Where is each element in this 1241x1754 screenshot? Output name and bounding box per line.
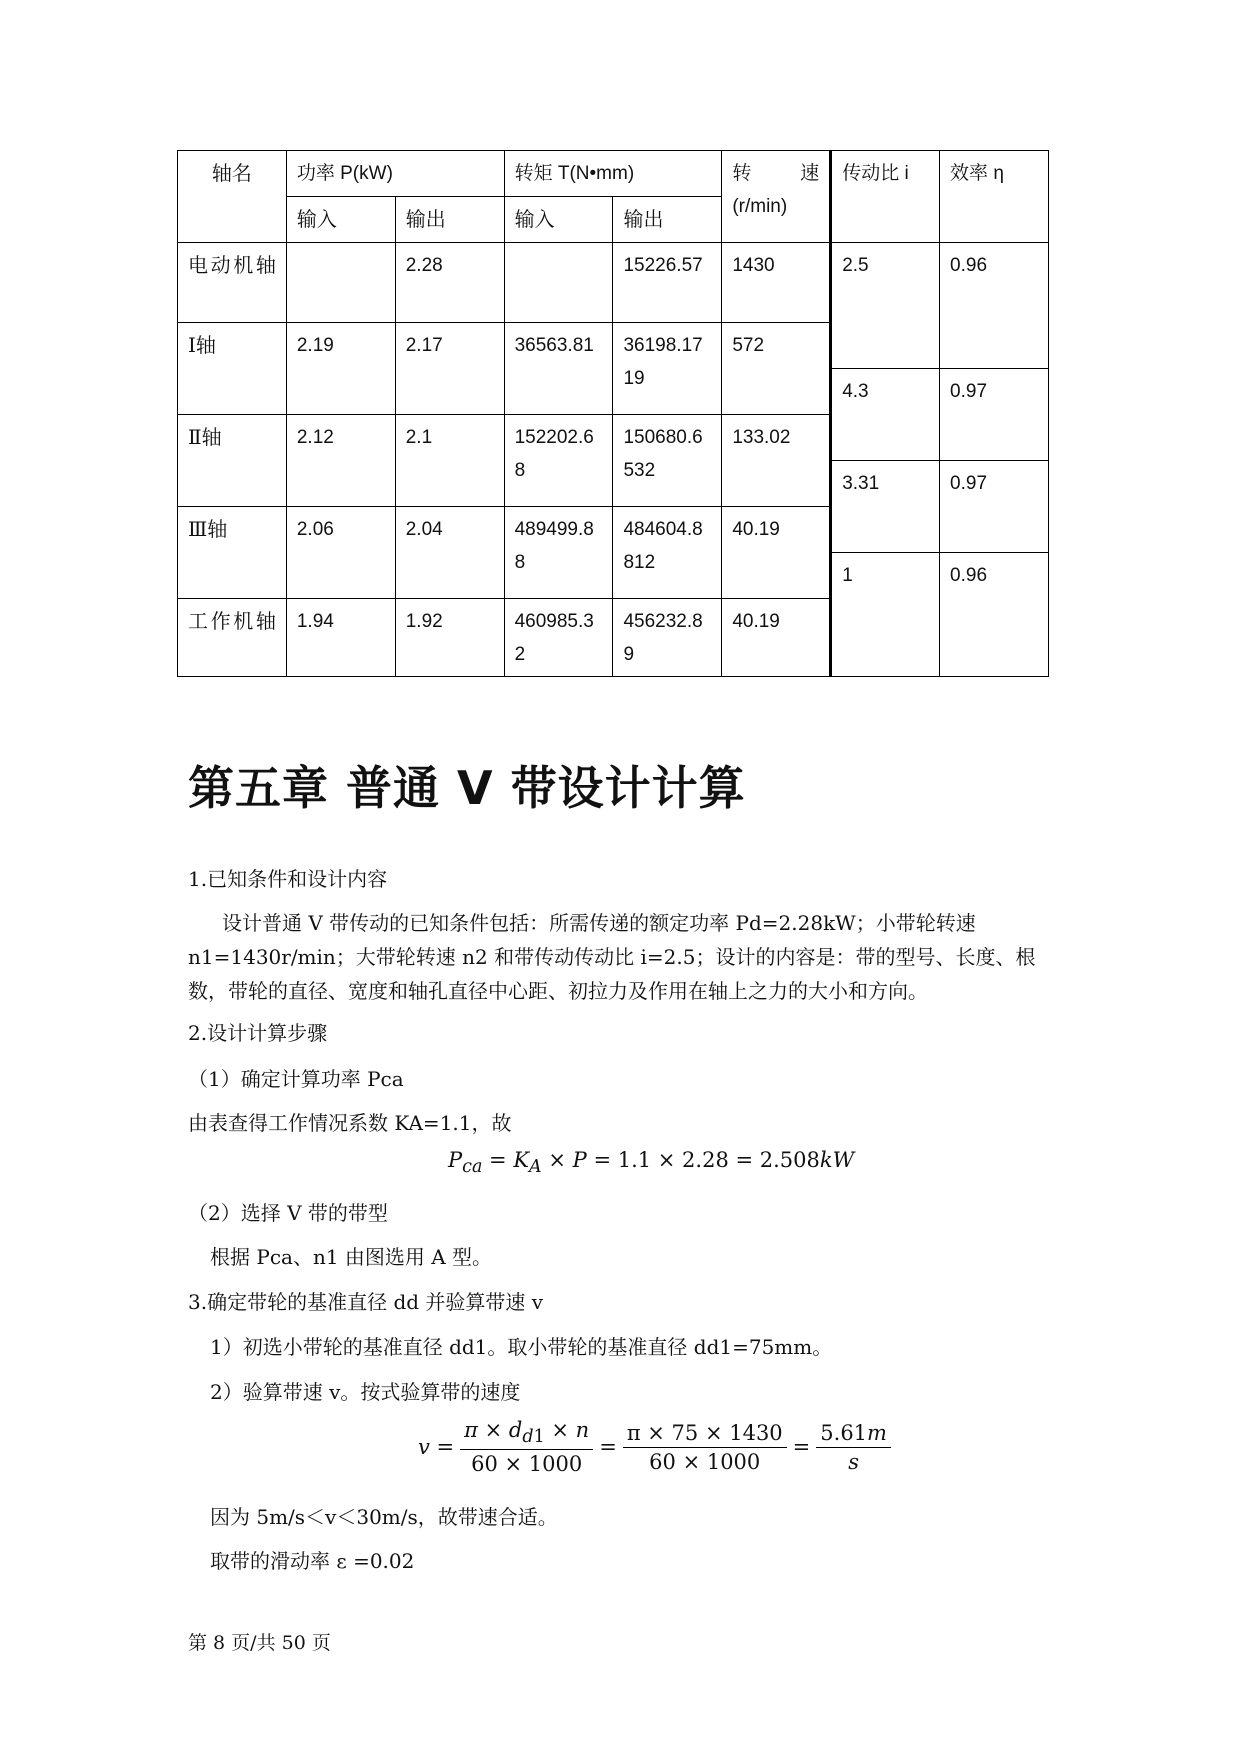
header-torque-output: 输出 [613, 197, 722, 243]
chapter-title: 第五章 普通 V 带设计计算 [188, 761, 746, 815]
slip-rate-text: 取带的滑动率 ε =0.02 [210, 1549, 415, 1573]
torque-input: 152202.68 [504, 415, 613, 507]
power-output: 2.28 [395, 243, 504, 323]
ratio: 4.3 [831, 369, 940, 461]
torque-output: 36198.1719 [613, 323, 722, 415]
torque-output: 456232.89 [613, 599, 722, 677]
speed-check-text: 因为 5m/s＜v＜30m/s，故带速合适。 [210, 1505, 558, 1529]
efficiency: 0.96 [940, 553, 1049, 677]
header-power: 功率 P(kW) [286, 151, 504, 197]
fraction: $\frac{\pi \times 75 \times 1430}{60 \times 1000}$ [623, 1421, 787, 1474]
step-3-item-1: 1）初选小带轮的基准直径 dd1。取小带轮的基准直径 dd1=75mm。 [210, 1335, 833, 1359]
speed: 1430 [722, 243, 831, 323]
shaft-name: 工作机轴 [178, 599, 287, 677]
table-header-row [178, 151, 1049, 197]
power-output: 2.1 [395, 415, 504, 507]
power-output: 1.92 [395, 599, 504, 677]
header-speed-char1: 转 [732, 163, 752, 184]
power-input: 2.06 [286, 507, 395, 599]
speed: 40.19 [722, 599, 831, 677]
header-power-input: 输入 [286, 197, 395, 243]
ratio: 1 [831, 553, 940, 677]
efficiency: 0.96 [940, 243, 1049, 369]
shaft-parameters-table [177, 150, 1049, 677]
power-input: 2.12 [286, 415, 395, 507]
page-footer: 第 8 页/共 50 页 [188, 1632, 331, 1654]
torque-input: 489499.88 [504, 507, 613, 599]
step-1-heading: （1）确定计算功率 Pca [188, 1067, 404, 1091]
header-speed-unit: (r/min) [732, 196, 788, 217]
efficiency: 0.97 [940, 369, 1049, 461]
step-3-item-2: 2）验算带速 v。按式验算带的速度 [210, 1380, 521, 1404]
header-shaft-name: 轴名 [178, 151, 287, 243]
speed: 40.19 [722, 507, 831, 599]
formula-pca: $P_{ca} = K_A \times P = 1.1 \times 2.28 = 2.508kW$ [448, 1148, 855, 1178]
torque-input [504, 243, 613, 323]
torque-input: 460985.32 [504, 599, 613, 677]
ratio: 3.31 [831, 461, 940, 553]
torque-input: 36563.81 [504, 323, 613, 415]
paragraph-line: 设计普通 V 带传动的已知条件包括：所需传递的额定功率 Pd=2.28kW；小带轮转速 [222, 911, 976, 935]
table-row [178, 243, 1049, 287]
section-heading-1: 1.已知条件和设计内容 [188, 867, 388, 891]
header-ratio: 传动比 i [831, 151, 940, 243]
shaft-name: Ⅰ轴 [178, 323, 287, 415]
speed: 133.02 [722, 415, 831, 507]
torque-output: 15226.57 [613, 243, 722, 323]
section-heading-3: 3.确定带轮的基准直径 dd 并验算带速 v [188, 1290, 544, 1314]
efficiency: 0.97 [940, 461, 1049, 553]
fraction: $\frac{5.61m}{s}$ [816, 1421, 891, 1474]
header-torque: 转矩 T(N•mm) [504, 151, 722, 197]
header-speed-char2: 速 [800, 163, 820, 184]
power-input: 1.94 [286, 599, 395, 677]
step-1-text: 由表查得工作情况系数 KA=1.1，故 [188, 1111, 512, 1135]
torque-output: 484604.8812 [613, 507, 722, 599]
torque-output: 150680.6532 [613, 415, 722, 507]
fraction: $\frac{\pi \times d_{d1} \times n}{60 \times 1000}$ [460, 1418, 593, 1476]
power-output: 2.17 [395, 323, 504, 415]
formula-lhs: v [418, 1435, 430, 1460]
ratio: 2.5 [831, 243, 940, 369]
section-heading-2: 2.设计计算步骤 [188, 1021, 328, 1045]
paragraph-line: 数，带轮的直径、宽度和轴孔直径中心距、初拉力及作用在轴上之力的大小和方向。 [188, 979, 928, 1003]
shaft-name: 电动机轴 [178, 243, 287, 323]
shaft-name: Ⅱ轴 [178, 415, 287, 507]
step-2-text: 根据 Pca、n1 由图选用 A 型。 [210, 1245, 493, 1269]
step-2-heading: （2）选择 V 带的带型 [188, 1201, 388, 1225]
power-input [286, 243, 395, 323]
shaft-name: Ⅲ轴 [178, 507, 287, 599]
formula-velocity: v = $\frac{\pi \times d_{d1} \times n}{60 \times 1000}$ = $\frac{\pi \times 75 \times 1430}{60 \times 1000}$ = $\frac{5.61m}{s}$ [418, 1418, 897, 1476]
power-input: 2.19 [286, 323, 395, 415]
header-efficiency: 效率 η [940, 151, 1049, 243]
speed: 572 [722, 323, 831, 415]
header-torque-input: 输入 [504, 197, 613, 243]
header-power-output: 输出 [395, 197, 504, 243]
header-speed [722, 151, 831, 243]
paragraph-line: n1=1430r/min；大带轮转速 n2 和带传动传动比 i=2.5；设计的内容是：带的型号、长度、根 [188, 945, 1036, 969]
power-output: 2.04 [395, 507, 504, 599]
